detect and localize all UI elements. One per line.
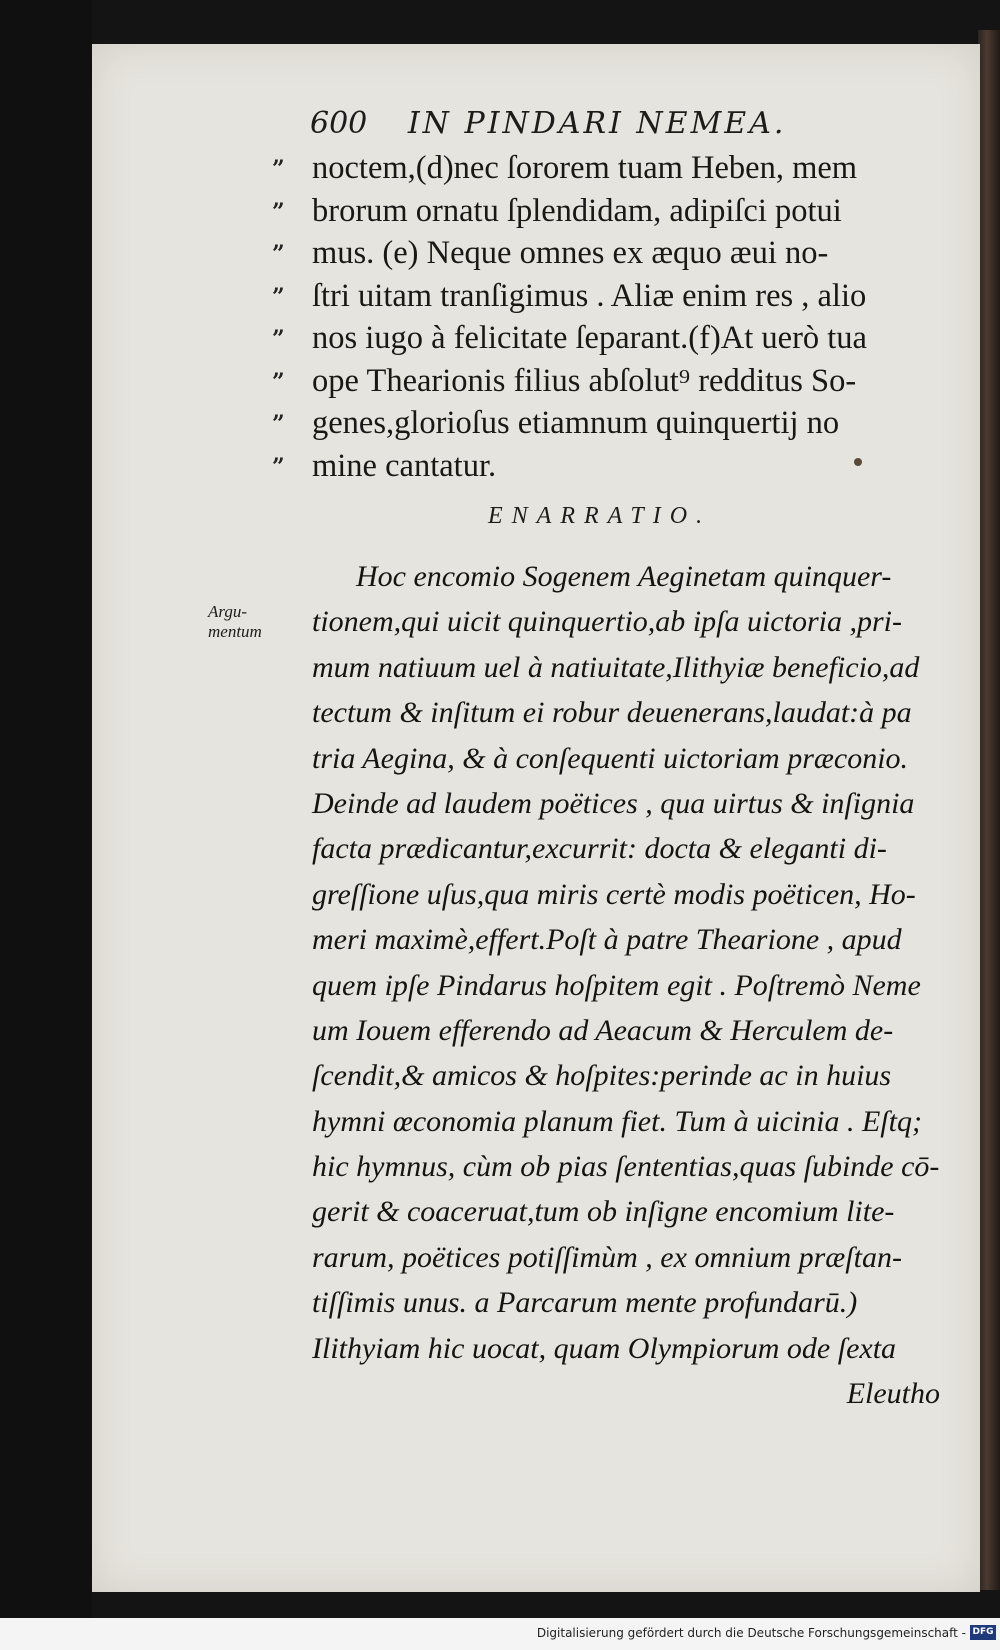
commentary-line: tionem,qui uicit quinquertio,ab ipſa uictoria ,pri- bbox=[312, 605, 902, 639]
quote-mark: ” bbox=[272, 156, 283, 182]
scan-background-left bbox=[0, 0, 92, 1650]
commentary-line: tectum & inſitum ei robur deuenerans,laudat:à pa bbox=[312, 696, 912, 730]
page-number: 600 bbox=[310, 106, 368, 141]
commentary-line: ſcendit,& amicos & hoſpites:perinde ac in huius bbox=[312, 1059, 892, 1093]
translation-text: mine cantatur. bbox=[312, 447, 497, 484]
commentary-line: hymni œconomia planum fiet. Tum à uicinia . Eſtq; bbox=[312, 1104, 922, 1138]
translation-text: genes,glorioſus etiamnum quinquertij no bbox=[312, 405, 840, 441]
commentary-line: Deinde ad laudem poëtices , qua uirtus & inſignia bbox=[312, 786, 915, 820]
translation-line bbox=[272, 193, 972, 236]
commentary-line: tria Aegina, & à conſequenti uictoriam præconio. bbox=[312, 741, 909, 775]
running-header bbox=[310, 106, 890, 141]
commentary-line: tiſſimis unus. a Parcarum mente profundarū.) bbox=[312, 1286, 858, 1320]
quote-mark: ” bbox=[272, 411, 283, 437]
translation-line bbox=[272, 320, 972, 363]
translation-line bbox=[272, 150, 972, 193]
section-heading: ENARRATIO. bbox=[488, 503, 712, 529]
marginal-note: Argu-mentum bbox=[208, 602, 262, 641]
catchword: Eleutho bbox=[846, 1377, 940, 1411]
translation-line bbox=[272, 405, 972, 448]
commentary-line: facta prædicantur,excurrit: docta & eleganti di- bbox=[312, 832, 887, 866]
commentary-line: quem ipſe Pindarus hoſpitem egit . Poſtremò Neme bbox=[312, 968, 921, 1002]
quote-mark: ” bbox=[272, 453, 283, 480]
commentary-line: meri maximè,effert.Poſt à patre Thearione , apud bbox=[312, 923, 902, 957]
translation-text: nos iugo à felicitate ſeparant.(f)At uerò tua bbox=[312, 320, 867, 356]
commentary-line: gerit & coaceruat,tum ob inſigne encomium lite- bbox=[312, 1195, 895, 1229]
translation-text: brorum ornatu ſplendidam, adipiſci potui bbox=[312, 192, 842, 229]
quote-mark: ” bbox=[272, 283, 283, 310]
translation-line bbox=[272, 235, 972, 278]
translation-text: ope Thearionis filius abſolut⁹ redditus So- bbox=[312, 362, 857, 399]
commentary-line: Hoc encomio Sogenem Aeginetam quinquer- bbox=[356, 560, 892, 593]
ink-speck bbox=[854, 458, 862, 466]
commentary-block bbox=[312, 554, 964, 1416]
quote-mark: ” bbox=[272, 326, 283, 352]
dfg-logo: DFG bbox=[970, 1625, 996, 1640]
commentary-line: greſſione uſus,qua miris certè modis poëticen, Ho- bbox=[312, 877, 916, 911]
quote-mark: ” bbox=[272, 368, 283, 395]
commentary-line: hic hymnus, cùm ob pias ſententias,quas ſubinde cō- bbox=[312, 1150, 940, 1184]
quote-mark: ” bbox=[272, 241, 283, 267]
translation-text: ſtri uitam tranſigimus . Aliæ enim res , alio bbox=[312, 277, 867, 314]
translation-block bbox=[272, 150, 972, 490]
commentary-line: um Iouem efferendo ad Aeacum & Herculem de- bbox=[312, 1013, 894, 1047]
digitization-credit: Digitalisierung gefördert durch die Deutsche Forschungsgemeinschaft - bbox=[536, 1626, 966, 1640]
commentary-line: rarum, poëtices potiſſimùm , ex omnium præſtan- bbox=[312, 1240, 902, 1274]
translation-text: mus. (e) Neque omnes ex æquo æui no- bbox=[312, 235, 829, 271]
running-title: IN PINDARI NEMEA. bbox=[407, 106, 787, 141]
book-fore-edge bbox=[978, 30, 1000, 1590]
translation-text: noctem,(d)nec ſororem tuam Heben, mem bbox=[312, 150, 858, 186]
translation-line bbox=[272, 448, 972, 491]
commentary-line: mum natiuum uel à natiuitate,Ilithyiæ beneficio,ad bbox=[312, 650, 920, 684]
quote-mark: ” bbox=[272, 198, 283, 225]
translation-line bbox=[272, 278, 972, 321]
commentary-line: Ilithyiam hic uocat, quam Olympiorum ode ſexta bbox=[312, 1331, 897, 1365]
translation-line bbox=[272, 363, 972, 406]
